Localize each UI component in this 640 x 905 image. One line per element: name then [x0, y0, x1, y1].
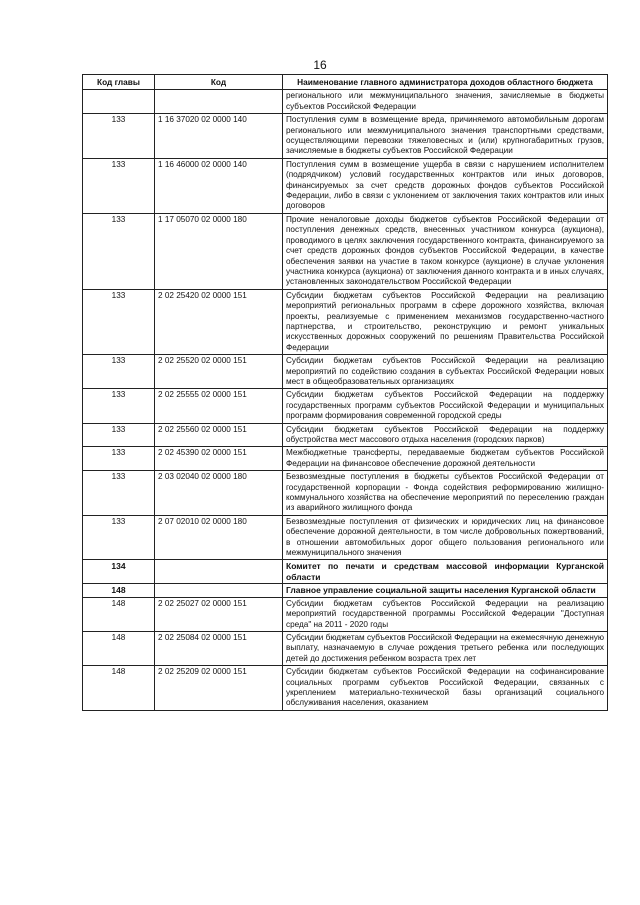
row-chapter-code: 133 — [83, 515, 155, 560]
row-code — [155, 90, 283, 114]
row-name: регионального или межмуниципального значения, зачисляемые в бюджеты субъектов Российской Федерации — [283, 90, 608, 114]
row-name: Поступления сумм в возмещение вреда, причиняемого автомобильным дорогам регионального или межмуниципального значения транспортными средствами, осуществляющими перевозки тяжеловесных и (или) крупногабаритных грузов, зачисляемые в бюджеты субъектов Российской Федерации — [283, 114, 608, 159]
row-name: Прочие неналоговые доходы бюджетов субъектов Российской Федерации от поступления денежных средств, внесенных участником конкурса (аукциона), проводимого в целях заключения государственного контракта, финансируемого за счет средств дорожных фондов субъектов Российской Федерации, в качестве обеспечения заявки на участие в таком конкурсе (аукционе) в случае уклонения участника конкурса (аукциона) от заключения данного контракта и в иных случаях, установленных законодательством Российской Федерации — [283, 213, 608, 289]
row-chapter-code: 134 — [83, 560, 155, 584]
row-chapter-code: 133 — [83, 289, 155, 354]
row-code: 2 02 25084 02 0000 151 — [155, 631, 283, 665]
table-row — [83, 289, 608, 354]
row-code: 2 02 45390 02 0000 151 — [155, 447, 283, 471]
table-row — [83, 666, 608, 711]
row-name: Субсидии бюджетам субъектов Российской Федерации на софинансирование социальных программ субъектов Российской Федерации, связанных с укреплением материально-технической базы организаций социального обслуживания населения, оказанием — [283, 666, 608, 711]
table-row — [83, 213, 608, 289]
row-chapter-code: 133 — [83, 389, 155, 423]
row-chapter-code: 133 — [83, 355, 155, 389]
row-code: 2 02 25555 02 0000 151 — [155, 389, 283, 423]
table-row — [83, 90, 608, 114]
table-row — [83, 355, 608, 389]
row-chapter-code: 148 — [83, 584, 155, 597]
table-row — [83, 158, 608, 213]
row-chapter-code: 133 — [83, 213, 155, 289]
table-row — [83, 560, 608, 584]
row-chapter-code: 133 — [83, 447, 155, 471]
row-code: 1 16 46000 02 0000 140 — [155, 158, 283, 213]
row-name: Субсидии бюджетам субъектов Российской Федерации на реализацию мероприятий по содействию создания в субъектах Российской Федерации новых мест в общеобразовательных организациях — [283, 355, 608, 389]
table-row — [83, 515, 608, 560]
row-chapter-code — [83, 90, 155, 114]
table-header-row — [83, 75, 608, 90]
header-name: Наименование главного администратора доходов областного бюджета — [283, 75, 608, 90]
table-row — [83, 114, 608, 159]
table-row — [83, 389, 608, 423]
row-code — [155, 584, 283, 597]
row-name: Поступления сумм в возмещение ущерба в связи с нарушением исполнителем (подрядчиком) условий государственных контрактов или иных договоров, финансируемых за счет средств дорожных фондов субъектов Российской Федерации, либо в связи с уклонением от заключения таких контрактов или иных договоров — [283, 158, 608, 213]
row-code: 1 16 37020 02 0000 140 — [155, 114, 283, 159]
row-name: Главное управление социальной защиты населения Курганской области — [283, 584, 608, 597]
row-name: Безвозмездные поступления от физических и юридических лиц на финансовое обеспечение дорожной деятельности, в том числе добровольных пожертвований, в отношении автомобильных дорог общего пользования регионального или межмуниципального значения — [283, 515, 608, 560]
row-chapter-code: 133 — [83, 423, 155, 447]
row-chapter-code: 133 — [83, 114, 155, 159]
row-chapter-code: 148 — [83, 631, 155, 665]
row-name: Субсидии бюджетам субъектов Российской Федерации на поддержку обустройства мест массового отдыха населения (городских парков) — [283, 423, 608, 447]
page-number: 16 — [313, 58, 327, 72]
row-code: 2 02 25520 02 0000 151 — [155, 355, 283, 389]
table-body — [83, 90, 608, 710]
row-name: Комитет по печати и средствам массовой информации Курганской области — [283, 560, 608, 584]
row-name: Субсидии бюджетам субъектов Российской Федерации на реализацию мероприятий государственной программы Российской Федерации "Доступная среда" на 2011 - 2020 годы — [283, 597, 608, 631]
row-code: 2 07 02010 02 0000 180 — [155, 515, 283, 560]
row-chapter-code: 148 — [83, 666, 155, 711]
row-chapter-code: 148 — [83, 597, 155, 631]
row-code: 2 02 25420 02 0000 151 — [155, 289, 283, 354]
row-code: 2 02 25560 02 0000 151 — [155, 423, 283, 447]
table-row — [83, 447, 608, 471]
table-row — [83, 631, 608, 665]
row-name: Субсидии бюджетам субъектов Российской Федерации на поддержку государственных программ субъектов Российской Федерации и муниципальных программ формирования современной городской среды — [283, 389, 608, 423]
row-name: Безвозмездные поступления в бюджеты субъектов Российской Федерации от государственной корпорации - Фонда содействия реформированию жилищно-коммунального хозяйства на обеспечение мероприятий по переселению граждан из аварийного жилищного фонда — [283, 471, 608, 516]
table-row — [83, 584, 608, 597]
row-name: Субсидии бюджетам субъектов Российской Федерации на реализацию мероприятий региональных программ в сфере дорожного хозяйства, включая проекты, реализуемые с применением механизмов государственно-частного партнерства, и строительство, реконструкцию и ремонт уникальных искусственных дорожных сооружений по решениям Правительства Российской Федерации — [283, 289, 608, 354]
header-chapter-code: Код главы — [83, 75, 155, 90]
row-chapter-code: 133 — [83, 471, 155, 516]
row-code: 1 17 05070 02 0000 180 — [155, 213, 283, 289]
row-name: Межбюджетные трансферты, передаваемые бюджетам субъектов Российской Федерации на финансовое обеспечение дорожной деятельности — [283, 447, 608, 471]
table-row — [83, 423, 608, 447]
revenue-administrators-table — [82, 74, 608, 711]
row-name: Субсидии бюджетам субъектов Российской Федерации на ежемесячную денежную выплату, назначаемую в случае рождения третьего ребенка или последующих детей до достижения ребенком возраста трех лет — [283, 631, 608, 665]
row-code: 2 02 25027 02 0000 151 — [155, 597, 283, 631]
header-code: Код — [155, 75, 283, 90]
row-code — [155, 560, 283, 584]
table-row — [83, 597, 608, 631]
row-code: 2 02 25209 02 0000 151 — [155, 666, 283, 711]
row-chapter-code: 133 — [83, 158, 155, 213]
row-code: 2 03 02040 02 0000 180 — [155, 471, 283, 516]
table-row — [83, 471, 608, 516]
